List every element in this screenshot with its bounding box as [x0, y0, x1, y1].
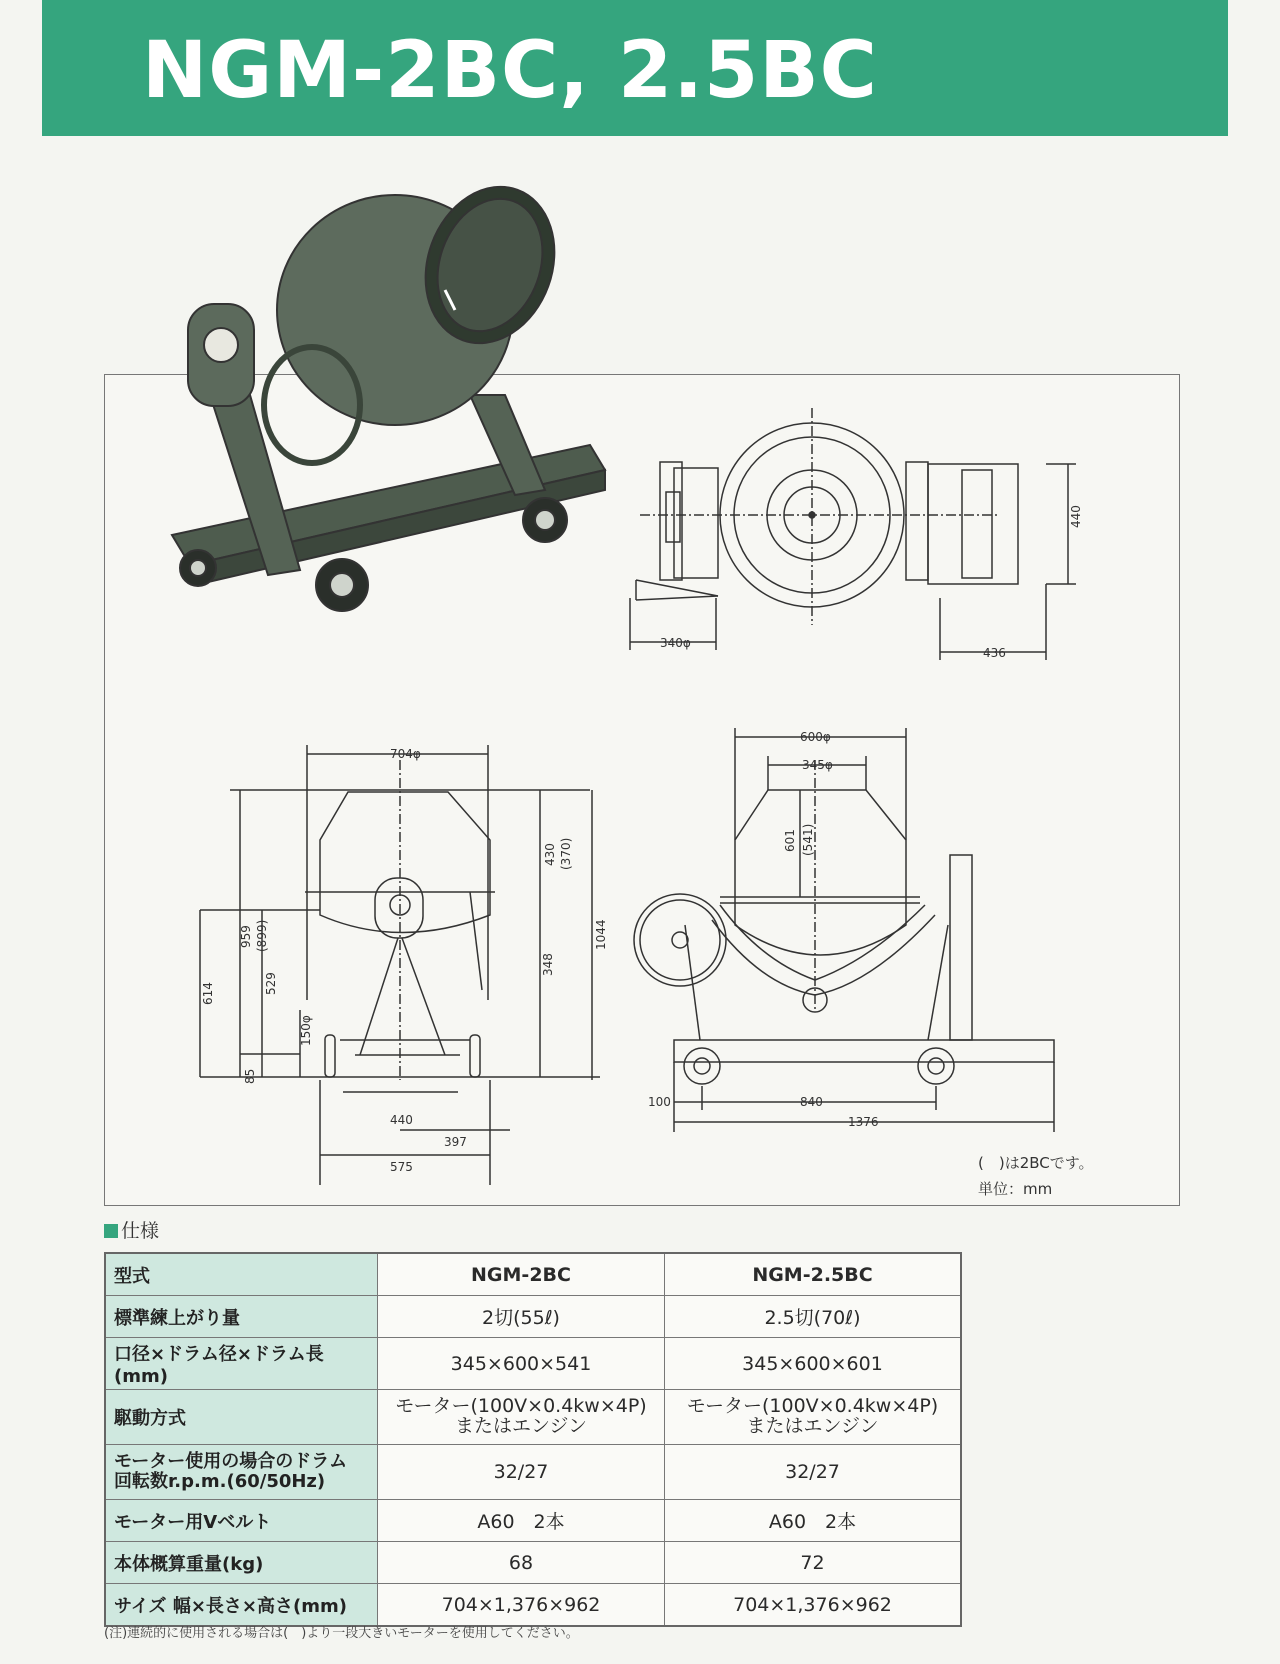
dim-840: 840 [800, 1095, 823, 1109]
dim-601: 601 [783, 829, 797, 852]
dim-340: 340φ [660, 636, 691, 650]
cell-2bc: 2切(55ℓ) [378, 1296, 665, 1338]
table-row [105, 1390, 961, 1445]
dim-704: 704φ [390, 747, 421, 761]
dim-348: 348 [541, 953, 555, 976]
cell-2bc: NGM-2BC [378, 1253, 665, 1296]
cell-25bc: 345×600×601 [665, 1338, 962, 1390]
dim-440-front: 440 [390, 1113, 413, 1127]
cell-25bc: 72 [665, 1542, 962, 1584]
row-label: 型式 [105, 1253, 378, 1296]
row-label: 口径×ドラム径×ドラム長(mm) [105, 1338, 378, 1390]
dim-370: (370) [559, 837, 573, 870]
mixer-photo [172, 169, 605, 611]
cell-2bc: モーター(100V×0.4kw×4P) またはエンジン [378, 1390, 665, 1445]
row-label: 駆動方式 [105, 1390, 378, 1445]
dim-899: (899) [255, 919, 269, 952]
cell-2bc: 345×600×541 [378, 1338, 665, 1390]
dim-397: 397 [444, 1135, 467, 1149]
dim-430: 430 [543, 843, 557, 866]
page-title: NGM-2BC, 2.5BC [142, 26, 878, 116]
dim-85: 85 [243, 1068, 257, 1084]
cell-25bc: A60 2本 [665, 1500, 962, 1542]
dim-959: 959 [239, 925, 253, 948]
unit-note: 単位：mm [978, 1180, 1053, 1198]
dim-529: 529 [264, 972, 278, 995]
paren-note: ( )は2BCです。 [978, 1154, 1094, 1172]
cell-25bc: 2.5切(70ℓ) [665, 1296, 962, 1338]
row-label: モーター用Vベルト [105, 1500, 378, 1542]
dim-541: (541) [801, 823, 815, 856]
spec-heading: 仕様 [104, 1216, 159, 1243]
footnote: (注)連続的に使用される場合は( )より一段大きいモーターを使用してください。 [104, 1626, 579, 1641]
dim-600: 600φ [800, 730, 831, 744]
table-row [105, 1296, 961, 1338]
dim-575: 575 [390, 1160, 413, 1174]
dim-436: 436 [983, 646, 1006, 660]
dim-1044: 1044 [594, 919, 608, 950]
row-label: サイズ 幅×長さ×高さ(mm) [105, 1584, 378, 1627]
dim-440-top: 440 [1069, 505, 1083, 528]
table-row [105, 1338, 961, 1390]
row-label: 標準練上がり量 [105, 1296, 378, 1338]
dim-614: 614 [201, 982, 215, 1005]
dim-1376: 1376 [848, 1115, 879, 1129]
dim-345: 345φ [802, 758, 833, 772]
row-label: モーター使用の場合のドラム 回転数r.p.m.(60/50Hz) [105, 1445, 378, 1500]
square-bullet-icon [104, 1224, 118, 1238]
cell-2bc: A60 2本 [378, 1500, 665, 1542]
dim-100: 100 [648, 1095, 671, 1109]
table-row [105, 1253, 961, 1296]
side-view-drawing [634, 728, 1054, 1132]
cell-2bc: 68 [378, 1542, 665, 1584]
table-row [105, 1500, 961, 1542]
cell-2bc: 704×1,376×962 [378, 1584, 665, 1627]
table-row [105, 1445, 961, 1500]
cell-25bc: 704×1,376×962 [665, 1584, 962, 1627]
cell-2bc: 32/27 [378, 1445, 665, 1500]
cell-25bc: モーター(100V×0.4kw×4P) またはエンジン [665, 1390, 962, 1445]
table-row [105, 1584, 961, 1627]
row-label: 本体概算重量(kg) [105, 1542, 378, 1584]
top-view-drawing [630, 408, 1076, 660]
spec-table [104, 1252, 962, 1627]
cell-25bc: 32/27 [665, 1445, 962, 1500]
cell-25bc: NGM-2.5BC [665, 1253, 962, 1296]
table-row [105, 1542, 961, 1584]
dim-150: 150φ [299, 1015, 313, 1046]
